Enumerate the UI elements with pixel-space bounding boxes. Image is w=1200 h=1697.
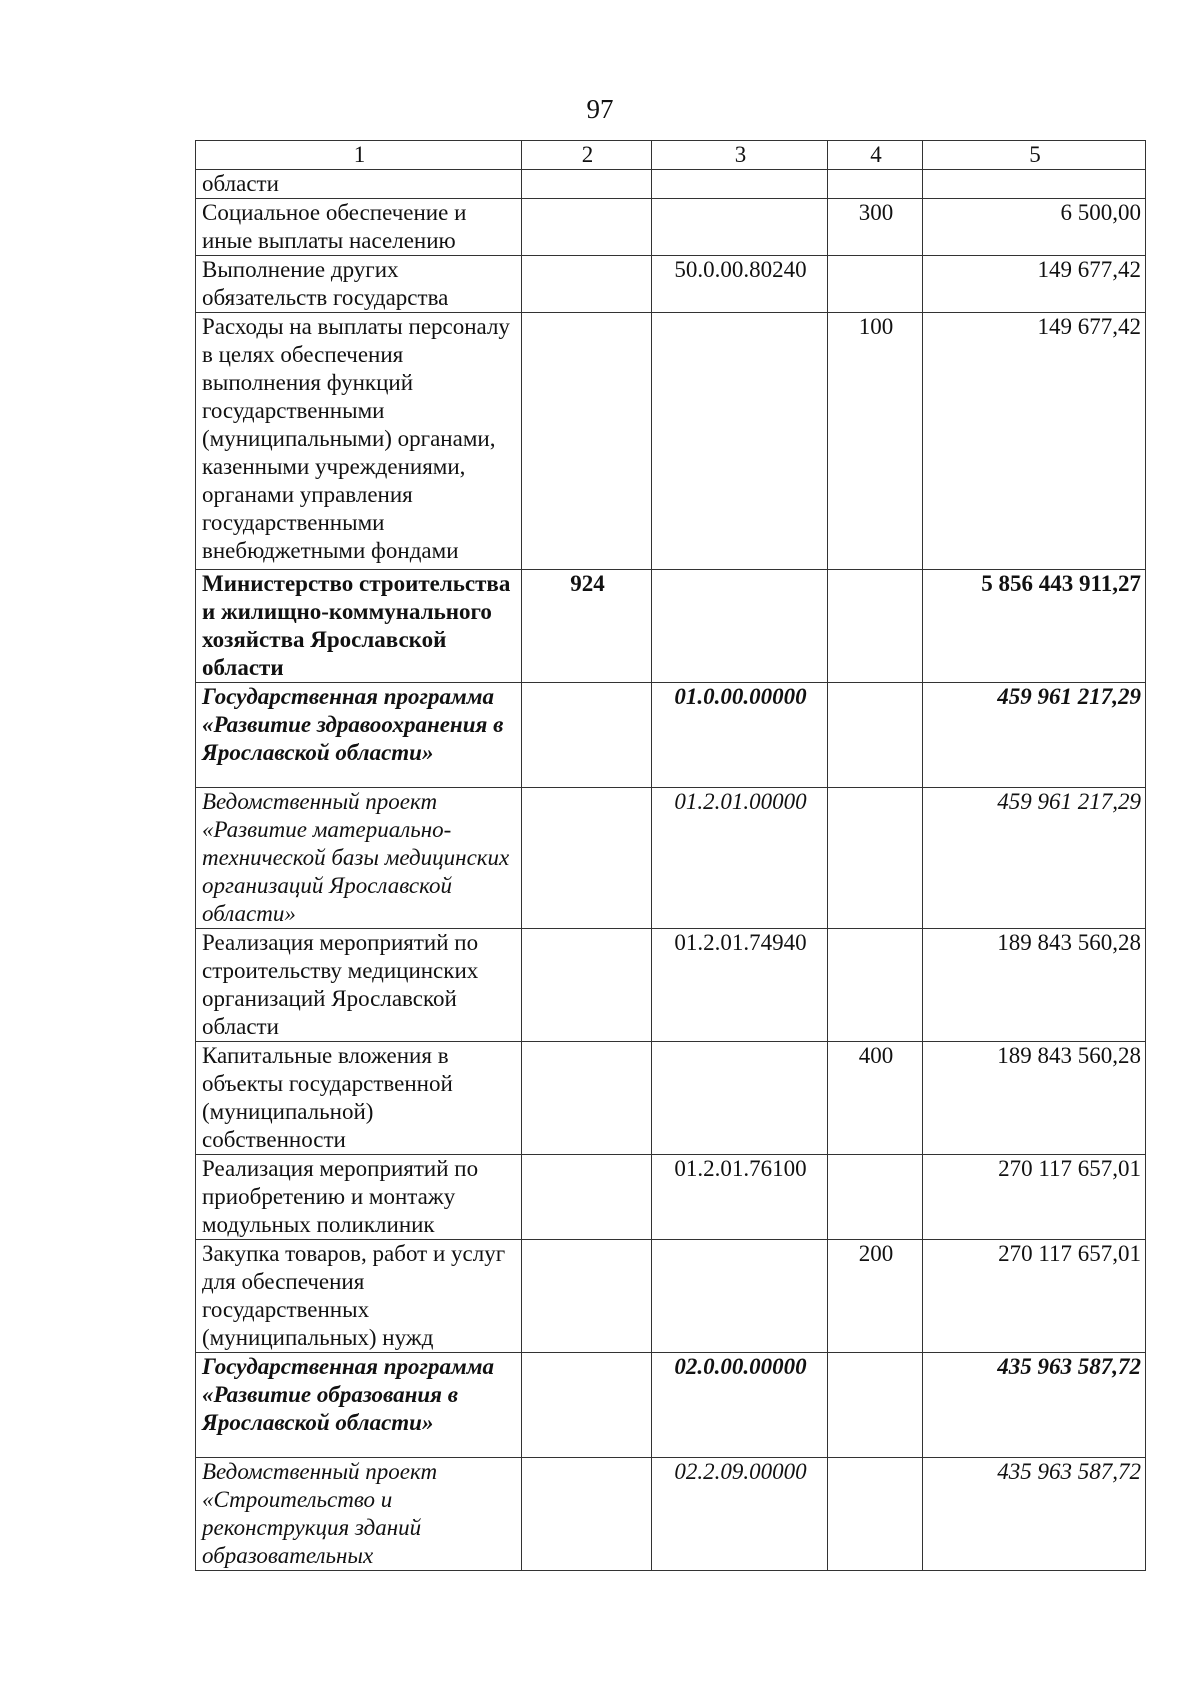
code-cell (522, 256, 652, 313)
name-cell: Ведомственный проект «Строительство и реконструкция зданий образовательных (196, 1458, 522, 1571)
table-row (196, 683, 1146, 788)
column-header: 5 (923, 141, 1146, 170)
expense-type-cell (828, 170, 923, 199)
name-cell: области (196, 170, 522, 199)
table-row (196, 256, 1146, 313)
expense-type-cell: 200 (828, 1240, 923, 1353)
amount-cell: 459 961 217,29 (923, 683, 1146, 788)
expense-type-cell: 100 (828, 313, 923, 570)
program-cell (652, 1240, 828, 1353)
expense-type-cell: 300 (828, 199, 923, 256)
name-cell: Реализация мероприятий по строительству медицинских организаций Ярославской области (196, 929, 522, 1042)
expense-type-cell: 400 (828, 1042, 923, 1155)
column-header: 3 (652, 141, 828, 170)
amount-cell: 435 963 587,72 (923, 1458, 1146, 1571)
expense-type-cell (828, 683, 923, 788)
program-cell (652, 1042, 828, 1155)
table-row (196, 1458, 1146, 1571)
amount-cell: 270 117 657,01 (923, 1240, 1146, 1353)
amount-cell: 6 500,00 (923, 199, 1146, 256)
table-row (196, 313, 1146, 570)
page-number: 97 (586, 94, 614, 124)
name-cell: Ведомственный проект «Развитие материально-технической базы медицинских организаций Ярославской области» (196, 788, 522, 929)
program-cell (652, 170, 828, 199)
table-row (196, 199, 1146, 256)
expense-type-cell (828, 570, 923, 683)
name-cell: Закупка товаров, работ и услуг для обеспечения государственных (муниципальных) нужд (196, 1240, 522, 1353)
expense-type-cell (828, 788, 923, 929)
name-cell: Государственная программа «Развитие образования в Ярославской области» (196, 1353, 522, 1458)
table-row (196, 929, 1146, 1042)
column-header: 2 (522, 141, 652, 170)
expense-type-cell (828, 929, 923, 1042)
name-cell: Реализация мероприятий по приобретению и монтажу модульных поликлиник (196, 1155, 522, 1240)
table-row (196, 570, 1146, 683)
name-cell: Выполнение других обязательств государства (196, 256, 522, 313)
program-cell: 02.0.00.00000 (652, 1353, 828, 1458)
code-cell (522, 1353, 652, 1458)
expense-type-cell (828, 1155, 923, 1240)
program-cell: 02.2.09.00000 (652, 1458, 828, 1571)
amount-cell: 459 961 217,29 (923, 788, 1146, 929)
program-cell (652, 313, 828, 570)
table-row (196, 1240, 1146, 1353)
code-cell (522, 929, 652, 1042)
amount-cell: 149 677,42 (923, 313, 1146, 570)
program-cell (652, 199, 828, 256)
code-cell (522, 1458, 652, 1571)
code-cell: 924 (522, 570, 652, 683)
amount-cell: 435 963 587,72 (923, 1353, 1146, 1458)
program-cell: 01.2.01.00000 (652, 788, 828, 929)
column-header: 4 (828, 141, 923, 170)
table-row (196, 170, 1146, 199)
table-row (196, 1042, 1146, 1155)
amount-cell (923, 170, 1146, 199)
program-cell: 01.0.00.00000 (652, 683, 828, 788)
name-cell: Государственная программа «Развитие здравоохранения в Ярославской области» (196, 683, 522, 788)
program-cell (652, 570, 828, 683)
amount-cell: 270 117 657,01 (923, 1155, 1146, 1240)
table-row (196, 1155, 1146, 1240)
program-cell: 01.2.01.76100 (652, 1155, 828, 1240)
code-cell (522, 313, 652, 570)
code-cell (522, 1240, 652, 1353)
name-cell: Расходы на выплаты персоналу в целях обеспечения выполнения функций государственными (муниципальными) органами, казенными учреждениями, органами управления государственными внебюджетными фондами (196, 313, 522, 570)
table-header-row (196, 141, 1146, 170)
expense-type-cell (828, 256, 923, 313)
name-cell: Социальное обеспечение и иные выплаты населению (196, 199, 522, 256)
table-row (196, 788, 1146, 929)
amount-cell: 5 856 443 911,27 (923, 570, 1146, 683)
amount-cell: 189 843 560,28 (923, 1042, 1146, 1155)
code-cell (522, 788, 652, 929)
code-cell (522, 170, 652, 199)
column-header: 1 (196, 141, 522, 170)
name-cell: Капитальные вложения в объекты государственной (муниципальной) собственности (196, 1042, 522, 1155)
program-cell: 01.2.01.74940 (652, 929, 828, 1042)
amount-cell: 189 843 560,28 (923, 929, 1146, 1042)
budget-table (195, 140, 1146, 1571)
amount-cell: 149 677,42 (923, 256, 1146, 313)
code-cell (522, 1155, 652, 1240)
expense-type-cell (828, 1458, 923, 1571)
table-row (196, 1353, 1146, 1458)
code-cell (522, 199, 652, 256)
program-cell: 50.0.00.80240 (652, 256, 828, 313)
code-cell (522, 1042, 652, 1155)
code-cell (522, 683, 652, 788)
expense-type-cell (828, 1353, 923, 1458)
name-cell: Министерство строительства и жилищно-коммунального хозяйства Ярославской области (196, 570, 522, 683)
